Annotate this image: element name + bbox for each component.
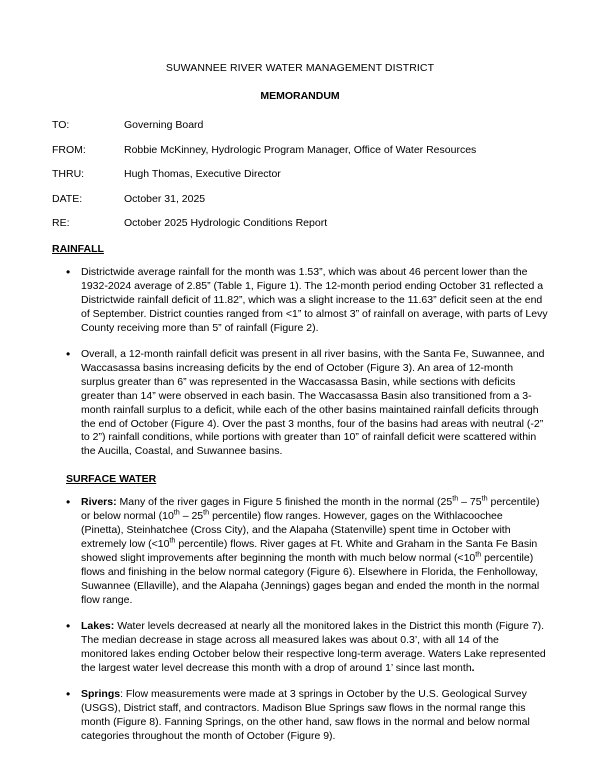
memo-field-from-label: FROM: (52, 143, 86, 156)
list-item-body: Water levels decreased at nearly all the monitored lakes in the District this month (Figure 7). The median decrease in stage across all measured lakes was about 0.3’, with all 14 of the monitored lakes ending October below their respective long-term average. Waters Lake represented the largest water level decrease this month with a drop of around 1’ since last month. (81, 620, 546, 674)
memo-field-to-value: Governing Board (124, 119, 204, 131)
memo-field-thru-value: Hugh Thomas, Executive Director (124, 168, 281, 180)
list-item-body: : Flow measurements were made at 3 springs in October by the U.S. Geological Survey (USGS), District staff, and contractors. Madison Blue Springs saw flows in the normal range this month (Figure 8). Fanning Springs, on the other hand, saw flows in the normal and below normal categories throughout the month of October (Figure 9). (81, 687, 530, 742)
list-item-lead: Springs (81, 687, 121, 700)
memo-field-re (52, 217, 548, 229)
memo-field-re-label: RE: (52, 217, 70, 229)
list-item: • Districtwide average rainfall for the month was 1.53”, which was about 46 percent lower than the 1932-2024 average of 2.85” (Table 1, Figure 1). The 12-month period ending October 31 reflected a Districtwide rainfall deficit of 11.82”, which was a slight increase to the 11.63” deficit seen at the end of September. District counties ranged from <1” to almost 3” of rainfall on average, with parts of Levy County receiving more than 5” of rainfall (Figure 2). (52, 266, 548, 336)
list-item (52, 620, 548, 676)
section-heading-rainfall: RAINFALL (52, 243, 104, 255)
rainfall-bullet-list (52, 266, 548, 459)
memo-field-from (52, 144, 548, 156)
memo-field-to (52, 119, 548, 131)
memo-field-thru-label: THRU: (52, 168, 85, 180)
surface-water-bullet-list (52, 493, 548, 743)
memorandum-heading: MEMORANDUM (260, 90, 340, 102)
memo-field-from-value: Robbie McKinney, Hydrologic Program Manager, Office of Water Resources (124, 143, 477, 156)
section-heading-surface-water: SURFACE WATER (66, 473, 157, 486)
list-item (52, 688, 548, 744)
memo-field-date (52, 193, 548, 205)
list-item-lead: Lakes: (81, 620, 115, 633)
memo-field-thru (52, 168, 548, 180)
memo-field-to-label: TO: (52, 119, 70, 131)
memo-field-date-label: DATE: (52, 192, 83, 205)
memo-field-re-value: October 2025 Hydrologic Conditions Report (124, 217, 328, 229)
list-item-lead: Rivers: (81, 496, 117, 509)
list-item-body: Many of the river gages in Figure 5 finished the month in the normal (25th – 75th percentile) or below normal (10th – 25th percentile) flow ranges. However, gages on the Withlacoochee (Pinetta), Steinhatchee (Cross City), and the Alapaha (Statenville) spent time in October with extremely low (<10th percentile) flows. River gages at Ft. White and Graham in the Santa Fe Basin showed slight improvements after beginning the month with much below normal (<10th percentile) flows and finishing in the below normal category (Figure 6). Elsewhere in Florida, the Fenholloway, Suwannee (Ellaville), and the Alapaha (Jennings) gages began and ended the month in the normal flow range. (81, 493, 540, 607)
list-item: • Overall, a 12-month rainfall deficit was present in all river basins, with the Santa Fe, Suwannee, and Waccasassa basins increasing deficits by the end of October (Figure 3). An area of 12-month surplus greater than 6” was represented in the Waccasassa Basin, while sections with deficits greater than 14” were observed in each basin. The Waccasassa Basin also transitioned from a 3-month rainfall surplus to a deficit, while each of the other basins maintained rainfall deficits through the end of October (Figure 4). Over the past 3 months, four of the basins had areas with neutral (-2” to 2”) rainfall conditions, while portions with greater than 10” of rainfall deficit were scattered within the Aucilla, Coastal, and Suwannee basins. (52, 348, 548, 460)
list-item (52, 493, 548, 608)
organization-title: SUWANNEE RIVER WATER MANAGEMENT DISTRICT (165, 62, 435, 74)
memo-header-fields (52, 119, 548, 229)
memo-field-date-value: October 31, 2025 (124, 192, 206, 205)
